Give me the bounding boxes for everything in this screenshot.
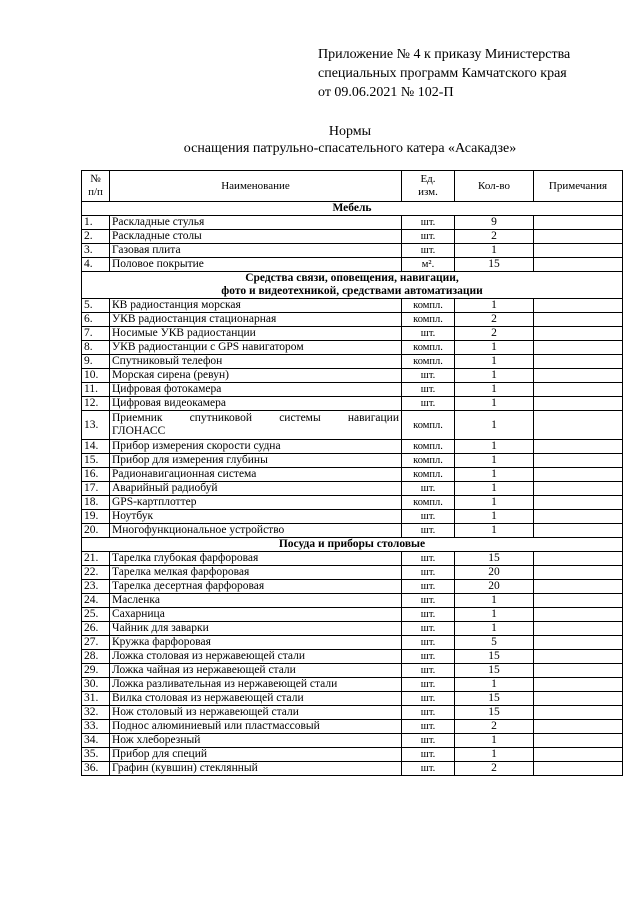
row-unit: шт. [402, 216, 455, 230]
row-unit: компл. [402, 299, 455, 313]
row-number: 16. [82, 468, 110, 482]
row-qty: 1 [455, 594, 534, 608]
row-number: 32. [82, 706, 110, 720]
row-qty: 2 [455, 230, 534, 244]
row-qty: 1 [455, 411, 534, 440]
row-qty: 15 [455, 650, 534, 664]
row-unit: компл. [402, 468, 455, 482]
table-row [82, 524, 623, 538]
row-unit: шт. [402, 383, 455, 397]
table-body [82, 202, 623, 776]
row-unit: шт. [402, 748, 455, 762]
row-unit: шт. [402, 510, 455, 524]
row-name: Прибор для специй [110, 748, 402, 762]
row-notes [534, 622, 623, 636]
row-unit: шт. [402, 327, 455, 341]
row-notes [534, 720, 623, 734]
row-unit: шт. [402, 762, 455, 776]
row-notes [534, 244, 623, 258]
row-number: 3. [82, 244, 110, 258]
row-unit: компл. [402, 496, 455, 510]
header-line-1: Приложение № 4 к приказу Министерства [318, 47, 571, 62]
row-qty: 1 [455, 244, 534, 258]
row-qty: 15 [455, 552, 534, 566]
row-unit: шт. [402, 734, 455, 748]
row-notes [534, 580, 623, 594]
row-name: Прибор для измерения глубины [110, 454, 402, 468]
row-number: 33. [82, 720, 110, 734]
row-unit: компл. [402, 411, 455, 440]
row-name: Газовая плита [110, 244, 402, 258]
row-unit: шт. [402, 608, 455, 622]
row-qty: 1 [455, 678, 534, 692]
row-notes [534, 341, 623, 355]
row-unit: шт. [402, 482, 455, 496]
document-header [318, 45, 618, 102]
row-notes [534, 524, 623, 538]
row-number: 10. [82, 369, 110, 383]
section-title: Средства связи, оповещения, навигации, фото и видеотехникой, средствами автоматизации [82, 272, 623, 299]
table-row [82, 664, 623, 678]
row-unit: шт. [402, 622, 455, 636]
row-notes [534, 678, 623, 692]
row-name: Многофункциональное устройство [110, 524, 402, 538]
row-number: 8. [82, 341, 110, 355]
row-notes [534, 454, 623, 468]
row-name: Вилка столовая из нержавеющей стали [110, 692, 402, 706]
row-qty: 9 [455, 216, 534, 230]
row-notes [534, 706, 623, 720]
row-notes [534, 762, 623, 776]
row-unit: шт. [402, 369, 455, 383]
row-qty: 20 [455, 580, 534, 594]
header-unit: Ед. изм. [402, 171, 455, 202]
row-qty: 1 [455, 468, 534, 482]
row-unit: шт. [402, 580, 455, 594]
row-name: Приемник спутниковой системы навигации ГЛОНАСС [110, 411, 402, 440]
row-unit: шт. [402, 692, 455, 706]
table-row [82, 244, 623, 258]
header-qty: Кол-во [455, 171, 534, 202]
row-name: Нож столовый из нержавеющей стали [110, 706, 402, 720]
table-row [82, 566, 623, 580]
row-qty: 15 [455, 706, 534, 720]
row-unit: компл. [402, 341, 455, 355]
row-notes [534, 383, 623, 397]
row-name: Радионавигационная система [110, 468, 402, 482]
header-name: Наименование [110, 171, 402, 202]
row-qty: 15 [455, 664, 534, 678]
row-notes [534, 496, 623, 510]
row-notes [534, 552, 623, 566]
row-number: 28. [82, 650, 110, 664]
table-row [82, 678, 623, 692]
row-name: Ложка разливательная из нержавеющей стали [110, 678, 402, 692]
table-row [82, 313, 623, 327]
row-number: 34. [82, 734, 110, 748]
row-qty: 1 [455, 383, 534, 397]
section-row [82, 538, 623, 552]
row-notes [534, 440, 623, 454]
row-notes [534, 734, 623, 748]
document-title: Нормы [328, 124, 372, 139]
table-row [82, 636, 623, 650]
row-notes [534, 313, 623, 327]
table-row [82, 608, 623, 622]
row-unit: шт. [402, 244, 455, 258]
row-number: 15. [82, 454, 110, 468]
row-name: Цифровая фотокамера [110, 383, 402, 397]
row-unit: м². [402, 258, 455, 272]
row-name: Нож хлеборезный [110, 734, 402, 748]
row-name: Тарелка мелкая фарфоровая [110, 566, 402, 580]
row-notes [534, 411, 623, 440]
section-row [82, 272, 623, 299]
row-name: Ложка столовая из нержавеющей стали [110, 650, 402, 664]
row-number: 7. [82, 327, 110, 341]
row-unit: компл. [402, 355, 455, 369]
row-notes [534, 482, 623, 496]
row-qty: 1 [455, 440, 534, 454]
row-qty: 1 [455, 397, 534, 411]
section-title: Мебель [82, 202, 623, 216]
table-row [82, 650, 623, 664]
row-notes [534, 258, 623, 272]
row-qty: 5 [455, 636, 534, 650]
table-row [82, 454, 623, 468]
row-notes [534, 369, 623, 383]
row-name: Половое покрытие [110, 258, 402, 272]
row-name: Раскладные столы [110, 230, 402, 244]
row-number: 20. [82, 524, 110, 538]
row-number: 9. [82, 355, 110, 369]
row-number: 18. [82, 496, 110, 510]
row-unit: компл. [402, 440, 455, 454]
table-row [82, 580, 623, 594]
header-notes: Примечания [534, 171, 623, 202]
row-qty: 1 [455, 299, 534, 313]
row-qty: 2 [455, 762, 534, 776]
row-notes [534, 327, 623, 341]
row-number: 19. [82, 510, 110, 524]
row-number: 23. [82, 580, 110, 594]
row-qty: 15 [455, 692, 534, 706]
table-row [82, 258, 623, 272]
row-notes [534, 664, 623, 678]
table-row [82, 720, 623, 734]
row-number: 25. [82, 608, 110, 622]
row-name: Аварийный радиобуй [110, 482, 402, 496]
row-number: 35. [82, 748, 110, 762]
table-row [82, 594, 623, 608]
row-unit: шт. [402, 664, 455, 678]
table-row [82, 216, 623, 230]
header-line-3: от 09.06.2021 № 102-П [318, 85, 454, 100]
document-subtitle: оснащения патрульно-спасательного катера «Асакадзе» [183, 141, 517, 156]
table-header-row [82, 171, 623, 202]
row-number: 13. [82, 411, 110, 440]
row-name: УКВ радиостанции с GPS навигатором [110, 341, 402, 355]
row-name: Ноутбук [110, 510, 402, 524]
row-notes [534, 230, 623, 244]
row-name: УКВ радиостанция стационарная [110, 313, 402, 327]
row-number: 29. [82, 664, 110, 678]
row-qty: 2 [455, 327, 534, 341]
row-number: 6. [82, 313, 110, 327]
table-row [82, 692, 623, 706]
row-number: 36. [82, 762, 110, 776]
row-qty: 1 [455, 734, 534, 748]
row-number: 27. [82, 636, 110, 650]
row-number: 21. [82, 552, 110, 566]
section-title: Посуда и приборы столовые [82, 538, 623, 552]
row-notes [534, 594, 623, 608]
row-notes [534, 566, 623, 580]
table-row [82, 411, 623, 440]
row-qty: 1 [455, 748, 534, 762]
row-unit: шт. [402, 706, 455, 720]
row-number: 22. [82, 566, 110, 580]
table-row [82, 230, 623, 244]
row-name: Носимые УКВ радиостанции [110, 327, 402, 341]
row-unit: шт. [402, 594, 455, 608]
row-qty: 1 [455, 510, 534, 524]
row-notes [534, 650, 623, 664]
row-name: Спутниковый телефон [110, 355, 402, 369]
row-name: Ложка чайная из нержавеющей стали [110, 664, 402, 678]
row-name: Прибор измерения скорости судна [110, 440, 402, 454]
row-notes [534, 397, 623, 411]
table-row [82, 734, 623, 748]
row-name: Тарелка десертная фарфоровая [110, 580, 402, 594]
row-unit: шт. [402, 636, 455, 650]
row-name: Кружка фарфоровая [110, 636, 402, 650]
row-qty: 1 [455, 369, 534, 383]
row-number: 14. [82, 440, 110, 454]
row-notes [534, 636, 623, 650]
row-name: Раскладные стулья [110, 216, 402, 230]
table-row [82, 622, 623, 636]
table-row [82, 552, 623, 566]
row-qty: 1 [455, 341, 534, 355]
row-name: Тарелка глубокая фарфоровая [110, 552, 402, 566]
row-name: Графин (кувшин) стеклянный [110, 762, 402, 776]
row-number: 11. [82, 383, 110, 397]
row-notes [534, 299, 623, 313]
row-number: 30. [82, 678, 110, 692]
row-qty: 2 [455, 313, 534, 327]
row-notes [534, 355, 623, 369]
row-qty: 15 [455, 258, 534, 272]
row-notes [534, 468, 623, 482]
table-row [82, 440, 623, 454]
row-unit: компл. [402, 454, 455, 468]
row-unit: компл. [402, 313, 455, 327]
row-qty: 20 [455, 566, 534, 580]
table-row [82, 482, 623, 496]
row-number: 24. [82, 594, 110, 608]
row-number: 12. [82, 397, 110, 411]
table-row [82, 468, 623, 482]
row-number: 31. [82, 692, 110, 706]
row-name: Масленка [110, 594, 402, 608]
row-number: 4. [82, 258, 110, 272]
row-number: 5. [82, 299, 110, 313]
table-row [82, 327, 623, 341]
row-unit: шт. [402, 397, 455, 411]
table-row [82, 299, 623, 313]
row-qty: 1 [455, 482, 534, 496]
row-number: 17. [82, 482, 110, 496]
row-name: Сахарница [110, 608, 402, 622]
row-notes [534, 608, 623, 622]
row-number: 26. [82, 622, 110, 636]
header-line-2: специальных программ Камчатского края [318, 66, 567, 81]
row-qty: 1 [455, 622, 534, 636]
row-name: Цифровая видеокамера [110, 397, 402, 411]
section-row [82, 202, 623, 216]
row-qty: 1 [455, 355, 534, 369]
row-qty: 1 [455, 524, 534, 538]
row-name: Чайник для заварки [110, 622, 402, 636]
row-number: 1. [82, 216, 110, 230]
header-num: № п/п [82, 171, 110, 202]
row-notes [534, 748, 623, 762]
table-row [82, 762, 623, 776]
row-unit: шт. [402, 566, 455, 580]
row-name: КВ радиостанция морская [110, 299, 402, 313]
row-qty: 1 [455, 496, 534, 510]
row-name: GPS-картплоттер [110, 496, 402, 510]
table-row [82, 510, 623, 524]
row-unit: шт. [402, 524, 455, 538]
table-row [82, 383, 623, 397]
row-notes [534, 216, 623, 230]
table-row [82, 341, 623, 355]
equipment-table [81, 170, 623, 776]
row-qty: 1 [455, 608, 534, 622]
table-row [82, 369, 623, 383]
row-number: 2. [82, 230, 110, 244]
row-unit: шт. [402, 720, 455, 734]
row-notes [534, 510, 623, 524]
row-qty: 2 [455, 720, 534, 734]
table-row [82, 748, 623, 762]
row-unit: шт. [402, 552, 455, 566]
row-name: Морская сирена (ревун) [110, 369, 402, 383]
table-row [82, 706, 623, 720]
row-qty: 1 [455, 454, 534, 468]
row-unit: шт. [402, 230, 455, 244]
row-unit: шт. [402, 678, 455, 692]
table-row [82, 397, 623, 411]
row-unit: шт. [402, 650, 455, 664]
table-row [82, 496, 623, 510]
row-notes [534, 692, 623, 706]
row-name: Поднос алюминиевый или пластмассовый [110, 720, 402, 734]
table-row [82, 355, 623, 369]
